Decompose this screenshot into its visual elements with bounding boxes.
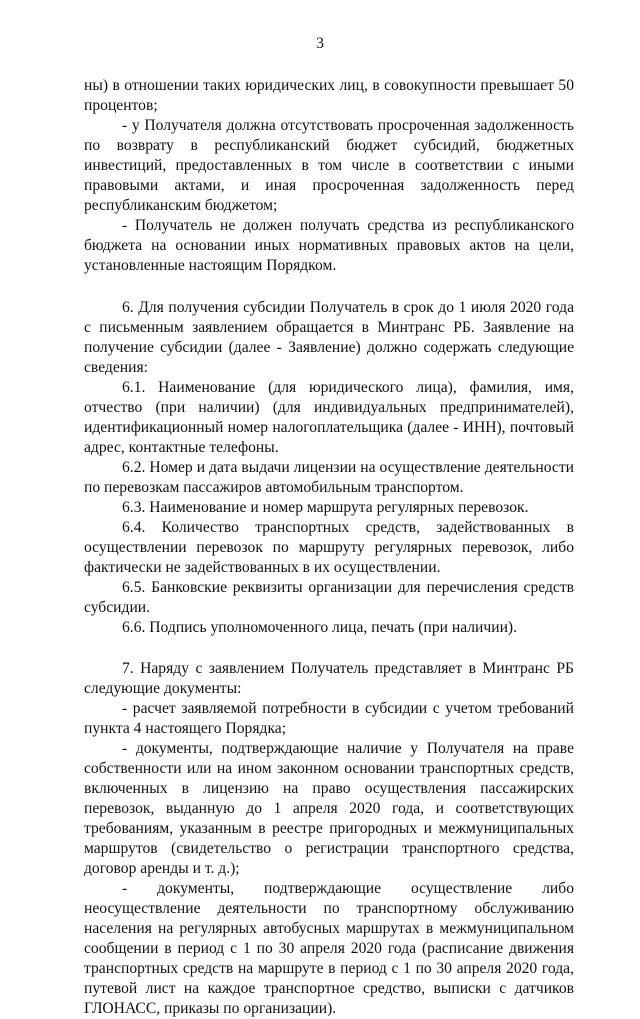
- spacer: [84, 276, 574, 298]
- paragraph-continuation: ны) в отношении таких юридических лиц, в совокупности превышает 50 процентов;: [84, 77, 574, 114]
- paragraph-7-item-2: - документы, подтверждающие наличие у Получателя на праве собственности или на ином законном основании транспортных средств, включенных в лицензию на право осуществления пассажирских перевозок, выданную до 1 апреля 2020 года, и соответствующих требованиям, указанным в реестре пригородных и межмуниципальных маршрутов (свидетельство о регистрации транспортного средства, договор аренды и т. д.);: [84, 740, 574, 877]
- document-body: [84, 76, 574, 1019]
- paragraph-6-6: 6.6. Подпись уполномоченного лица, печать (при наличии).: [122, 619, 518, 636]
- paragraph-7-item-3: - документы, подтверждающие осуществление либо неосуществление деятельности по транспортному обслуживанию населения на регулярных автобусных маршрутах в межмуниципальном сообщении в период с 1 по 30 апреля 2020 года (расписание движения транспортных средств на маршруте в период с 1 по 30 апреля 2020 года, путевой лист на каждое транспортное средство, выписки с датчиков ГЛОНАСС, приказы по организации).: [84, 880, 574, 1017]
- paragraph-no-other-funds: - Получатель не должен получать средства из республиканского бюджета на основании иных нормативных правовых актов на цели, установленные настоящим Порядком.: [84, 217, 574, 274]
- paragraph-no-overdue-debt: - у Получателя должна отсутствовать просроченная задолженность по возврату в республиканский бюджет субсидий, бюджетных инвестиций, предоставленных в том числе в соответствии с иными правовыми актами, и иная просроченная задолженность перед республиканским бюджетом;: [84, 117, 574, 214]
- spacer: [84, 638, 574, 659]
- paragraph-6-5: 6.5. Банковские реквизиты организации для перечисления средств субсидии.: [84, 579, 574, 616]
- paragraph-6-1: 6.1. Наименование (для юридического лица), фамилия, имя, отчество (при наличии) (для индивидуальных предпринимателей), идентификационный номер налогоплательщика (далее - ИНН), почтовый адрес, контактные телефоны.: [84, 379, 574, 456]
- paragraph-7-intro: 7. Наряду с заявлением Получатель представляет в Минтранс РБ следующие документы:: [84, 660, 574, 697]
- paragraph-6-3: 6.3. Наименование и номер маршрута регулярных перевозок.: [122, 499, 529, 516]
- page-number: 3: [316, 35, 324, 52]
- paragraph-6-4: 6.4. Количество транспортных средств, задействованных в осуществлении перевозок по маршруту регулярных перевозок, либо фактически не задействованных в их осуществлении.: [84, 519, 574, 576]
- paragraph-7-item-1: - расчет заявляемой потребности в субсидии с учетом требований пункта 4 настоящего Порядка;: [84, 700, 574, 737]
- paragraph-6-2: 6.2. Номер и дата выдачи лицензии на осуществление деятельности по перевозкам пассажиров автомобильным транспортом.: [84, 459, 574, 496]
- paragraph-6-intro: 6. Для получения субсидии Получатель в срок до 1 июля 2020 года с письменным заявлением обращается в Минтранс РБ. Заявление на получение субсидии (далее - Заявление) должно содержать следующие сведения:: [84, 299, 574, 376]
